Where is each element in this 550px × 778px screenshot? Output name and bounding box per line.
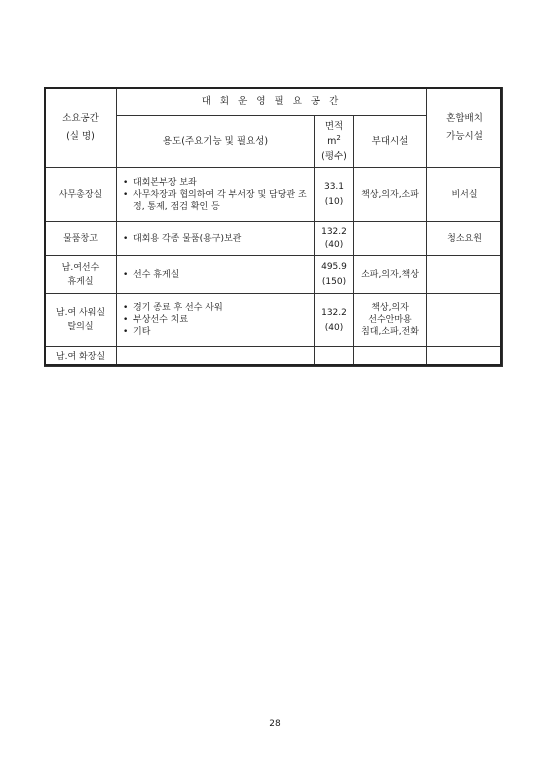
header-area-unit-base: m <box>327 135 337 147</box>
area-value: 33.1 <box>323 182 345 192</box>
header-facilities: 부대시설 <box>354 116 427 168</box>
area-pyeong: (40) <box>324 322 344 333</box>
facility-line: 책상,의자 <box>371 303 409 313</box>
row-facilities: 소파,의자,책상 <box>354 256 427 294</box>
header-mixed-line2: 가능시설 <box>446 130 483 142</box>
header-usage: 용도(주요기능 및 필요성) <box>117 116 315 168</box>
header-space-line1: 소요공간 <box>62 112 99 124</box>
header-group-label: 대 회 운 영 필 요 공 간 <box>201 95 342 107</box>
row-name-line2: 탈의실 <box>67 322 94 332</box>
row-name-line2: 휴게실 <box>67 276 94 287</box>
area-value: 132.2 <box>321 227 347 237</box>
header-mixed-line1: 혼합배치 <box>446 112 483 124</box>
row-mixed: 청소요원 <box>427 222 503 256</box>
area-pyeong: (150) <box>321 277 347 287</box>
area-pyeong: (40) <box>324 240 344 250</box>
row-name: 사무총장실 <box>45 168 117 222</box>
usage-item: • 대회본부장 보좌 <box>123 177 311 189</box>
usage-item: • 경기 종료 후 선수 사워 <box>123 302 311 314</box>
row-name-line1: 남.여선수 <box>61 262 100 273</box>
facility-line: 침대,소파,전화 <box>361 327 419 337</box>
header-space-line2: (실 명) <box>66 130 95 142</box>
area-value: 495.9 <box>321 262 347 272</box>
usage-item: • 기타 <box>123 326 311 338</box>
area-pyeong: (10) <box>324 197 344 207</box>
usage-item: • 부상선수 치료 <box>123 314 311 326</box>
row-name: 남.여 화장실 <box>45 347 117 367</box>
header-area-unit-exp: 2 <box>336 133 341 142</box>
area-value: 132.2 <box>321 307 347 318</box>
usage-item: • 대회용 각종 물품(용구)보관 <box>123 233 311 245</box>
row-name: 물품창고 <box>45 222 117 256</box>
row-facilities: 책상,의자,소파 <box>354 168 427 222</box>
usage-item: • 사무차장과 협의하여 각 부서장 및 담당관 조정, 통제, 점검 확인 등 <box>123 189 311 213</box>
header-area-pyeong: (평수) <box>321 150 347 162</box>
usage-item: • 선수 휴게실 <box>123 269 311 281</box>
row-mixed: 비서실 <box>427 168 503 222</box>
page-number: 28 <box>269 719 281 729</box>
row-name-line1: 남.여 사워실 <box>55 308 106 318</box>
header-area-label: 면적 <box>324 120 344 132</box>
facility-line: 선수안마용 <box>368 315 412 325</box>
table-outer-border <box>44 87 502 366</box>
